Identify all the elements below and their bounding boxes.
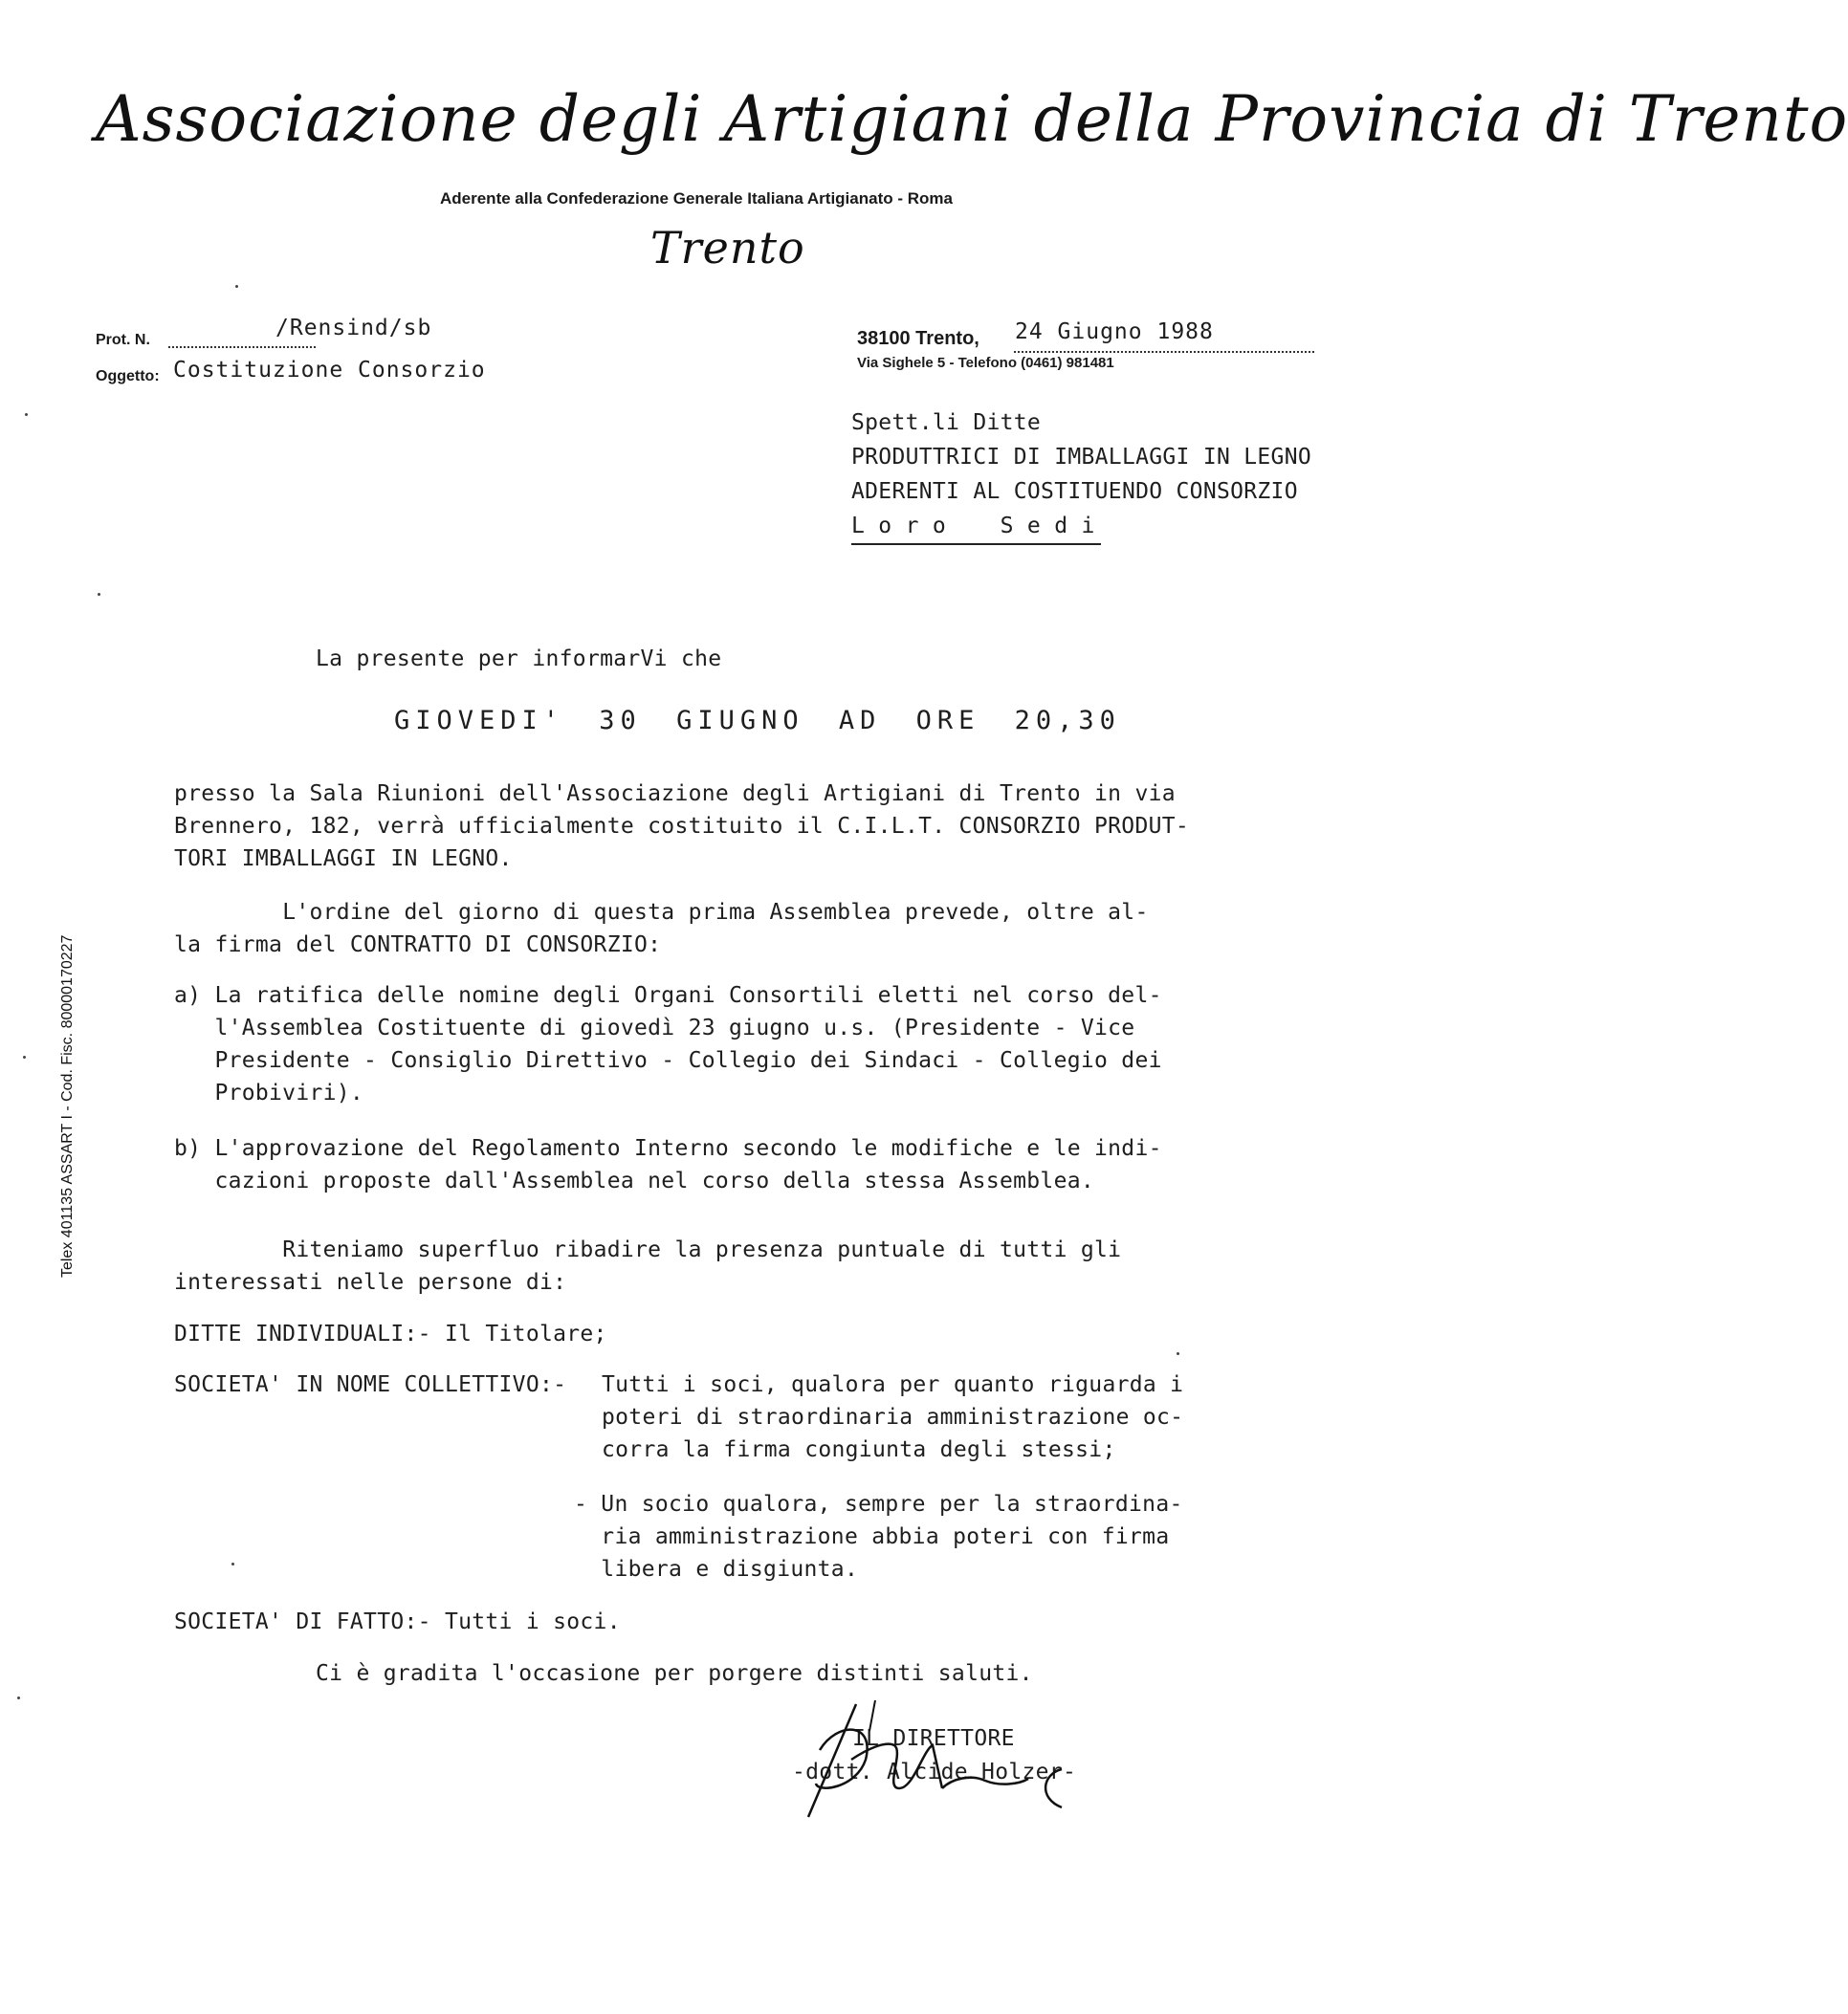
agenda-item-a [174,979,1162,1109]
text-line: presso la Sala Riunioni dell'Associazione degli Artigiani di Trento in via [174,781,1176,806]
recipient-line: ADERENTI AL COSTITUENDO CONSORZIO [851,479,1298,504]
closing-text: Ci è gradita l'occasione per porgere distinti saluti. [316,1661,1033,1686]
paragraph-agenda [174,896,1149,961]
scan-speck [17,1697,20,1699]
date-value: 24 Giugno 1988 [1015,319,1214,344]
text-line: interessati nelle persone di: [174,1270,567,1295]
letterhead-city: Trento [650,222,805,274]
societa-di-fatto: SOCIETA' DI FATTO:- Tutti i soci. [174,1609,621,1634]
recipient-line: L o r o S e d i [851,509,1101,545]
scan-speck [98,593,100,596]
text-line: cazioni proposte dall'Assemblea nel corso della stessa Assemblea. [174,1169,1095,1193]
text-line: poteri di straordinaria amministrazione oc- [602,1405,1184,1430]
signature-role: IL DIRETTORE [852,1726,1015,1751]
prot-dotted-line [168,346,316,348]
date-dotted-line [1014,351,1314,353]
text-line: ria amministrazione abbia poteri con firma [574,1524,1170,1549]
announcement: GIOVEDI' 30 GIUGNO AD ORE 20,30 [394,706,1121,735]
text-line: l'Assemblea Costituente di giovedì 23 giugno u.s. (Presidente - Vice [174,1016,1135,1040]
snc-text-2 [574,1488,1183,1586]
telex-fiscal-code: Telex 401135 ASSART I - Cod. Fisc. 80000170227 [59,934,76,1278]
paragraph-venue [174,777,1189,875]
recipient-block [851,405,1311,545]
ditte-individuali: DITTE INDIVIDUALI:- Il Titolare; [174,1322,607,1346]
scan-speck [231,1563,234,1565]
text-line: TORI IMBALLAGGI IN LEGNO. [174,846,513,871]
text-line: Presidente - Consiglio Direttivo - Collegio dei Sindaci - Collegio dei [174,1048,1162,1073]
scan-speck [235,285,238,288]
text-line: L'ordine del giorno di questa prima Assemblea prevede, oltre al- [282,900,1149,925]
text-line: Brennero, 182, verrà ufficialmente costituito il C.I.L.T. CONSORZIO PRODUT- [174,814,1190,839]
recipient-line: PRODUTTRICI DI IMBALLAGGI IN LEGNO [851,445,1312,470]
scan-speck [1177,1352,1179,1355]
handwritten-signature [799,1693,1076,1827]
text-line: la firma del CONTRATTO DI CONSORZIO: [174,932,662,957]
oggetto-label: Oggetto: [96,368,160,384]
text-line: a) La ratifica delle nomine degli Organi Consortili eletti nel corso del- [174,983,1162,1008]
text-line: corra la firma congiunta degli stessi; [602,1437,1116,1462]
paragraph-presence [174,1234,1121,1299]
place-label: 38100 Trento, [857,328,979,349]
letterhead-title: Associazione degli Artigiani della Provincia di Trento [96,82,1848,156]
text-line: Tutti i soci, qualora per quanto riguarda i [602,1372,1184,1397]
prot-label: Prot. N. [96,332,150,348]
agenda-item-b [174,1132,1162,1197]
snc-label: SOCIETA' IN NOME COLLETTIVO:- [174,1372,567,1397]
snc-text-1 [602,1368,1183,1466]
signature-name: -dott. Alcide Holzer- [792,1760,1077,1784]
text-line: libera e disgiunta. [574,1557,859,1582]
intro-text: La presente per informarVi che [316,646,722,671]
oggetto-value: Costituzione Consorzio [173,358,486,383]
text-line: - Un socio qualora, sempre per la straordina- [574,1492,1183,1517]
prot-value: /Rensind/sb [275,316,432,340]
text-line: b) L'approvazione del Regolamento Interno secondo le modifiche e le indi- [174,1136,1162,1161]
address-line: Via Sighele 5 - Telefono (0461) 981481 [857,355,1114,371]
scan-speck [23,1056,26,1059]
letterhead-subtitle: Aderente alla Confederazione Generale Italiana Artigianato - Roma [440,189,953,208]
text-line: Probiviri). [174,1081,364,1106]
text-line: Riteniamo superfluo ribadire la presenza puntuale di tutti gli [282,1237,1122,1262]
scan-speck [25,413,28,416]
recipient-line: Spett.li Ditte [851,410,1042,435]
